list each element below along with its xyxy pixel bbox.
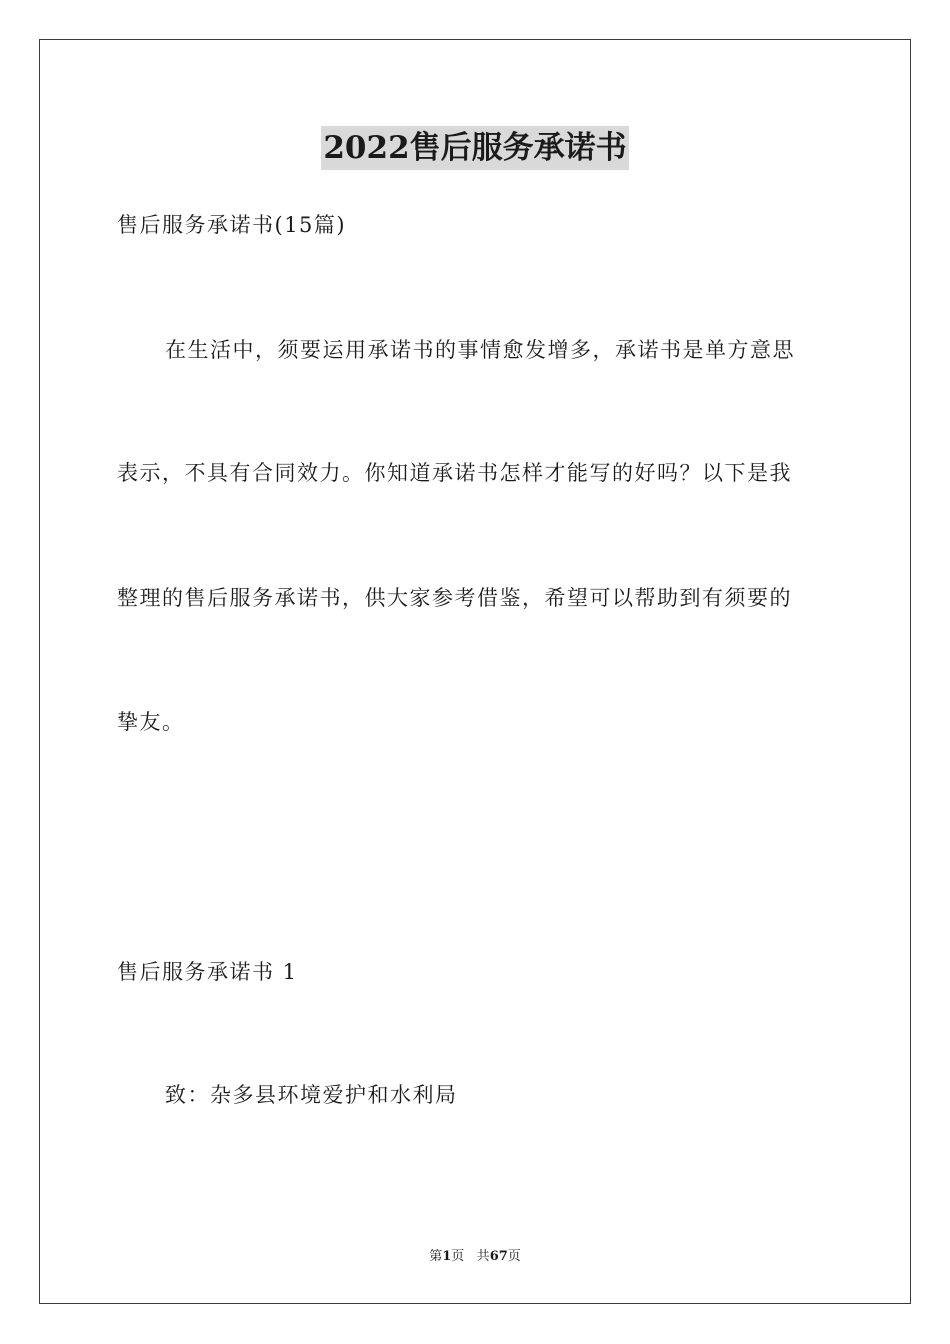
footer-page-suffix: 页 [451,1249,465,1264]
footer-total-prefix: 共 [476,1249,490,1264]
intro-line-3: 整理的售后服务承诺书，供大家参考借鉴，希望可以帮助到有须要的 [117,586,792,610]
section-heading: 售后服务承诺书 1 [117,960,298,984]
footer-total-suffix: 页 [507,1249,521,1264]
footer-total-pages: 67 [489,1249,508,1264]
footer-page-prefix: 第 [429,1249,443,1264]
intro-line-1: 在生活中，须要运用承诺书的事情愈发增多，承诺书是单方意思 [165,338,795,362]
addressee-line: 致：杂多县环境爱护和水利局 [165,1083,458,1107]
document-subtitle: 售后服务承诺书(15篇) [117,213,347,237]
document-title: 2022售后服务承诺书 [321,126,628,170]
page-footer [0,1248,950,1266]
footer-page-number: 1 [442,1249,452,1264]
intro-line-2: 表示，不具有合同效力。你知道承诺书怎样才能写的好吗？以下是我 [117,461,792,485]
intro-line-4: 挚友。 [117,710,185,734]
title-container [0,126,950,170]
